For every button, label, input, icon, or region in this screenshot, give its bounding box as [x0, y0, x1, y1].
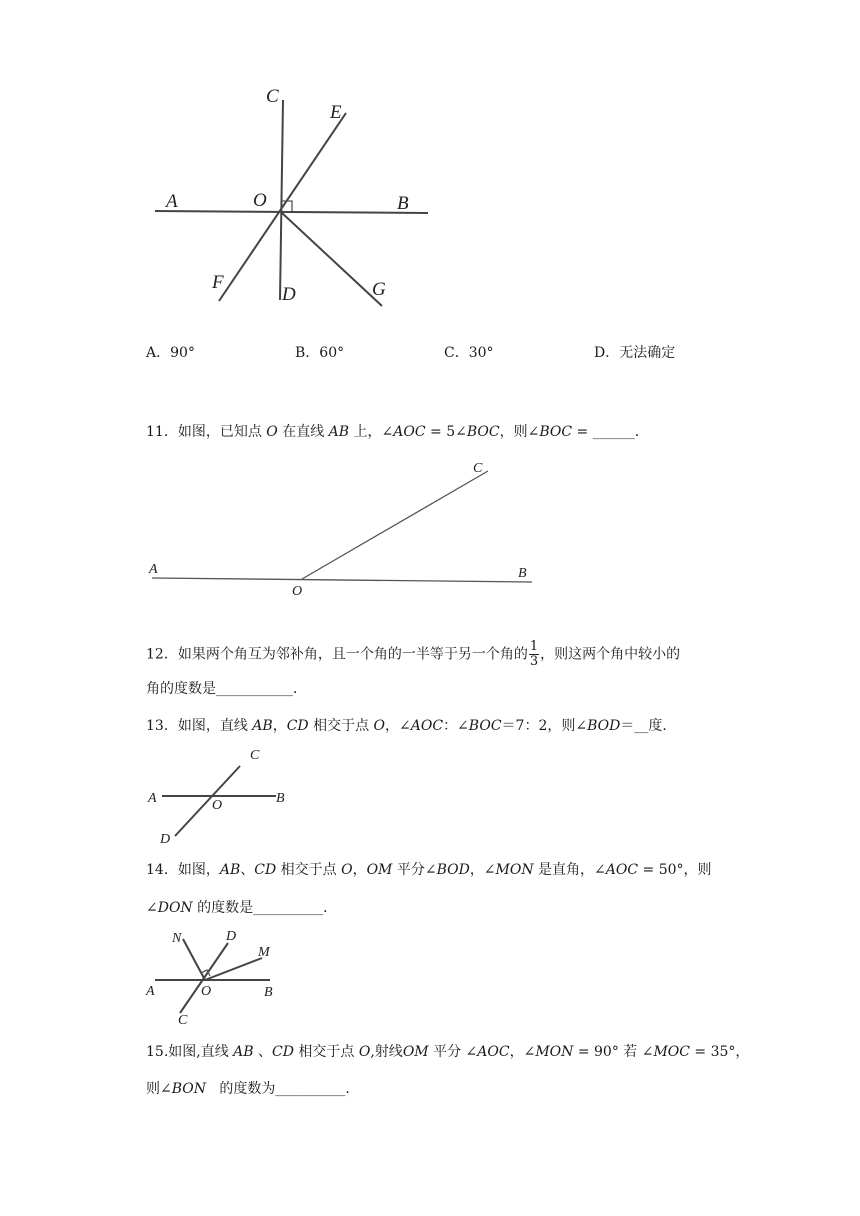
question-text: 则∠	[146, 1081, 172, 1097]
question-12-line2	[146, 679, 307, 699]
question-text: 如图,直线	[168, 1044, 234, 1060]
fraction-denominator: 3	[529, 654, 539, 669]
figure-q11	[140, 455, 560, 605]
question-text: 、	[240, 862, 255, 878]
label-D: D	[282, 284, 296, 305]
fraction-numerator: 1	[529, 639, 539, 654]
label-G: G	[372, 279, 386, 300]
label-F: F	[212, 272, 224, 293]
question-text: 如图，	[177, 862, 220, 878]
question-text: ，∠	[469, 862, 496, 878]
option-text: 60°	[319, 345, 345, 361]
math-var: OM	[402, 1044, 429, 1060]
question-text: ，∠	[385, 718, 411, 734]
math-var: AB	[328, 424, 350, 440]
math-var: BOC	[468, 718, 502, 734]
label-O: O	[292, 584, 303, 599]
math-var: CD	[254, 862, 277, 878]
question-text: ,射线	[370, 1044, 403, 1060]
question-14	[146, 860, 712, 880]
question-text: ，则∠	[499, 424, 540, 440]
question-text: ：∠	[443, 718, 469, 734]
question-text: ，∠	[509, 1044, 536, 1060]
math-var: AOC	[410, 718, 444, 734]
question-text: 如图，已知点	[177, 424, 267, 440]
question-text: 、	[253, 1044, 273, 1060]
label-A: A	[148, 791, 157, 806]
label-C: C	[178, 1013, 188, 1028]
option-text: 30°	[468, 345, 494, 361]
figure-q14	[140, 925, 290, 1030]
figure-q13	[140, 742, 300, 852]
math-var: MOC	[653, 1044, 690, 1060]
option-d	[594, 343, 675, 363]
math-var: BOD	[587, 718, 621, 734]
math-var: O	[266, 424, 278, 440]
math-var: BOC	[539, 424, 573, 440]
option-b	[295, 343, 344, 363]
label-B: B	[276, 791, 285, 806]
question-text: ＝__度．	[620, 718, 677, 734]
question-text: = 90° 若 ∠	[573, 1044, 654, 1060]
label-C: C	[473, 461, 483, 476]
question-text: 在直线	[277, 424, 329, 440]
label-B: B	[264, 985, 273, 1000]
option-letter: B．	[295, 345, 320, 361]
math-var: OM	[366, 862, 393, 878]
math-var: CD	[286, 718, 309, 734]
question-text: 是直角，∠	[533, 862, 606, 878]
label-O: O	[212, 798, 223, 813]
question-text: 的度数为__________．	[206, 1081, 360, 1097]
label-C: C	[250, 748, 260, 763]
question-number: 14．	[146, 862, 178, 878]
question-text: = 35°，	[689, 1044, 750, 1060]
label-O: O	[201, 984, 212, 999]
question-text: 的度数是__________．	[192, 900, 338, 916]
label-D: D	[160, 832, 171, 847]
label-B: B	[518, 566, 527, 581]
label-E: E	[330, 102, 342, 123]
math-var: BON	[171, 1081, 207, 1097]
question-text: ＝7：2，则∠	[501, 718, 588, 734]
question-text: 如图，直线	[177, 718, 253, 734]
question-text: 上，∠	[349, 424, 394, 440]
question-text: ，则这两个角中较小的	[540, 646, 681, 663]
question-15-line2	[146, 1079, 359, 1099]
math-var: AOC	[605, 862, 639, 878]
question-text: 相交于点	[308, 718, 374, 734]
math-var: AOC	[393, 424, 426, 440]
question-text: 相交于点	[293, 1044, 359, 1060]
question-15	[146, 1042, 749, 1062]
label-A: A	[146, 984, 155, 999]
label-B: B	[397, 193, 409, 214]
math-var: MON	[535, 1044, 574, 1060]
math-var: CD	[272, 1044, 294, 1060]
math-var: BOD	[436, 862, 470, 878]
label-A: A	[149, 562, 158, 577]
math-var: MON	[495, 862, 534, 878]
fraction	[529, 640, 539, 669]
question-text: = ______．	[572, 424, 649, 440]
math-var: AB	[233, 1044, 254, 1060]
math-var: O	[373, 718, 386, 734]
question-text: 如果两个角互为邻补角，且一个角的一半等于另一个角的	[177, 646, 528, 663]
question-number: 15.	[146, 1044, 169, 1060]
option-letter: C．	[444, 345, 469, 361]
label-N: N	[172, 931, 182, 946]
question-text: 角的度数是___________．	[146, 681, 307, 697]
label-O: O	[253, 190, 267, 211]
label-A: A	[166, 191, 178, 212]
question-text: = 50°，则	[638, 862, 712, 878]
option-text: 无法确定	[619, 345, 676, 361]
question-13	[146, 716, 676, 736]
math-var: AB	[252, 718, 273, 734]
label-D: D	[226, 929, 237, 944]
figure-q10	[140, 80, 450, 320]
question-number: 11．	[146, 424, 178, 440]
math-var: DON	[157, 900, 193, 916]
math-var: O	[341, 862, 353, 878]
option-text: 90°	[170, 345, 195, 361]
question-number: 12．	[146, 646, 178, 663]
question-text: ∠	[146, 900, 158, 916]
question-text: = 5∠	[425, 424, 467, 440]
math-var: O	[358, 1044, 371, 1060]
label-C: C	[266, 86, 279, 107]
label-M: M	[258, 945, 270, 960]
question-14-line2	[146, 898, 337, 918]
option-letter: D．	[594, 345, 620, 361]
question-text: 平分 ∠	[428, 1044, 478, 1060]
question-text: 相交于点	[276, 862, 342, 878]
option-c	[444, 343, 494, 363]
option-a	[146, 343, 195, 363]
math-var: AOC	[477, 1044, 510, 1060]
question-text: ，	[352, 862, 367, 878]
question-text: 平分∠	[392, 862, 437, 878]
question-12	[146, 640, 680, 669]
math-var: AB	[219, 862, 241, 878]
math-var: BOC	[466, 424, 500, 440]
question-number: 13．	[146, 718, 178, 734]
question-text: ，	[272, 718, 287, 734]
question-11	[146, 422, 649, 442]
option-letter: A．	[146, 345, 171, 361]
